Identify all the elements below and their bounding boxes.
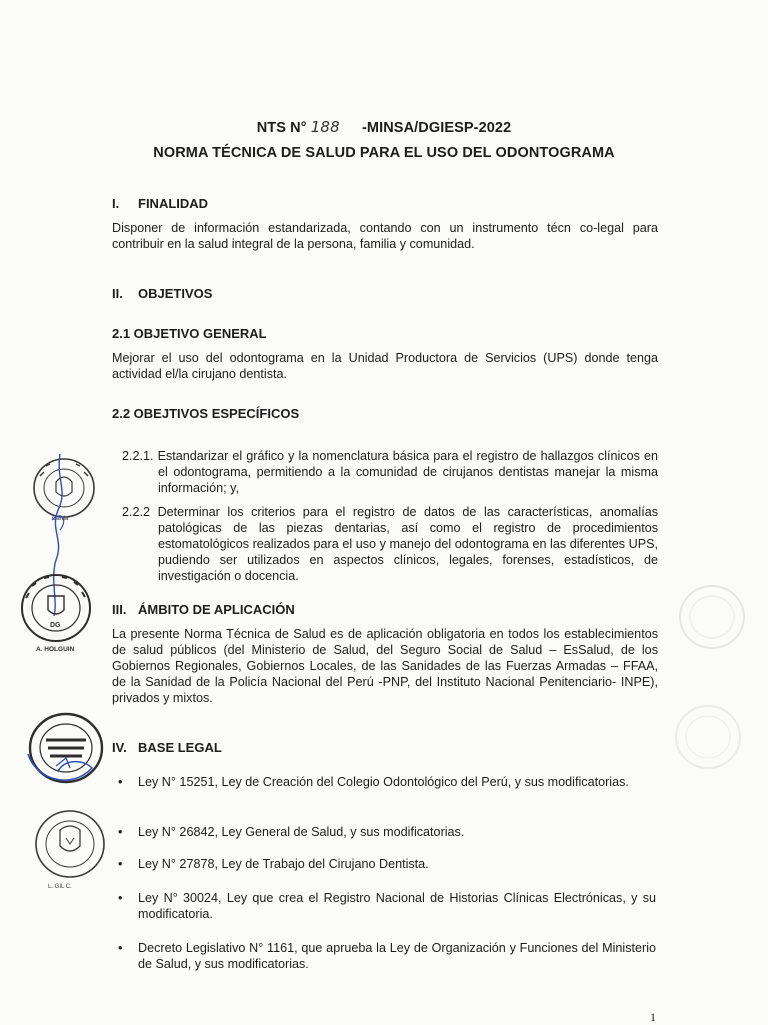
- seal-label: A. HOLGUIN: [36, 646, 75, 653]
- seal-center-text: DG: [50, 622, 61, 629]
- section-heading-objetivos: II. OBJETIVOS: [112, 286, 213, 301]
- code-prefix: NTS N°: [256, 120, 307, 136]
- ministry-seal-stamp-4: [30, 808, 110, 892]
- seal-label: Carda: [52, 516, 69, 522]
- seal-icon: [16, 572, 96, 646]
- subheading-objetivo-general: 2.1 OBJETIVO GENERAL: [112, 326, 267, 341]
- bullet-icon: •: [118, 775, 123, 789]
- finalidad-text: Disponer de información estandarizada, contando con un instrumento técn co-legal para contribuir en la salud integral de la persona, familia y comunidad.: [112, 221, 658, 251]
- code-number-handwritten: 188: [310, 118, 340, 136]
- bullet-icon: •: [118, 825, 123, 839]
- ministry-seal-stamp-3: [22, 710, 106, 790]
- faint-seal-icon: [672, 580, 752, 654]
- document-title: NORMA TÉCNICA DE SALUD PARA EL USO DEL ODONTOGRAMA: [153, 145, 615, 161]
- bullet-icon: •: [118, 891, 123, 905]
- subheading-objetivos-especificos: 2.2 OBEJTIVOS ESPECÍFICOS: [112, 406, 300, 421]
- seal-label: L. GIL C.: [48, 884, 72, 890]
- seal-icon: [22, 710, 106, 790]
- faint-seal-icon: [668, 700, 748, 774]
- page-number: 1: [650, 1010, 656, 1024]
- ambito-text: La presente Norma Técnica de Salud es de aplicación obligatoria en todos los establecimientos de salud públicos (del Ministerio de Salud, del Seguro Social de Salud – EsSalud, de los Gobiernos Regionales, Gobiernos Locales, de las Sanidades de las Fuerzas Armadas – FFAA, de la Sanidad de la Policía Nacional del Perú -PNP, del Instituto Nacional Penitenciario- INPE), privados y mixtos.: [112, 627, 658, 705]
- seal-icon: [30, 808, 110, 882]
- objetivo-especifico-item: 2.2.1. Estandarizar el gráfico y la nomenclatura básica para el registro de hallazgos clínicos en el odontograma, permitiendo a la comunidad de cirujanos dentistas manejar la misma información; y,: [122, 449, 658, 495]
- section-heading-base-legal: IV. BASE LEGAL: [112, 740, 222, 755]
- bullet-icon: •: [118, 941, 123, 955]
- objetivo-general-text: Mejorar el uso del odontograma en la Unidad Productora de Servicios (UPS) donde tenga actividad el/la cirujano dentista.: [112, 351, 658, 381]
- section-heading-ambito: III. ÁMBITO DE APLICACIÓN: [112, 602, 295, 617]
- objetivo-especifico-item: 2.2.2 Determinar los criterios para el registro de datos de las características, anomalías patológicas de las piezas dentarias, así como el registro de procedimientos estomatológicos realizados para el uso y manejo del odontograma en las diferentes UPS, pudiendo ser utilizados en aspectos clínicos, legales, forenses, estadísticos, de investigación o docencia.: [122, 505, 658, 583]
- ministry-seal-stamp-2: [16, 572, 96, 656]
- bullet-icon: •: [118, 857, 123, 871]
- code-suffix: -MINSA/DGIESP-2022: [362, 120, 512, 136]
- section-heading-finalidad: I. FINALIDAD: [112, 196, 209, 211]
- document-code: [0, 118, 768, 136]
